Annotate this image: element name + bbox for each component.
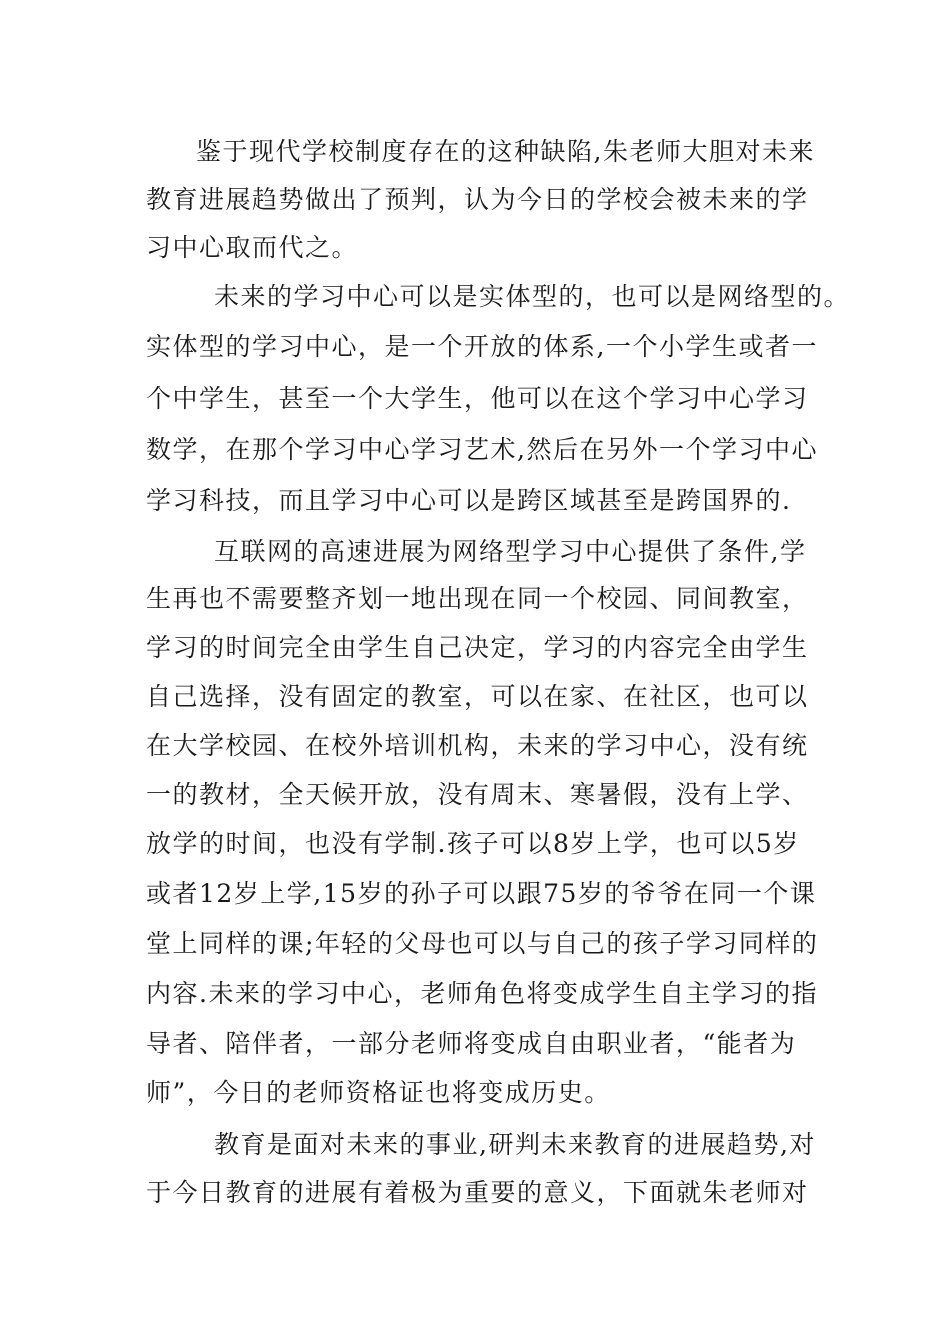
paragraph-3-line-5: 在大学校园、在校外培训机构，未来的学习中心，没有统 bbox=[146, 731, 809, 760]
paragraph-2-line-5: 学习科技，而且学习中心可以是跨区域甚至是跨国界的. bbox=[146, 486, 792, 515]
paragraph-1-line-2: 教育进展趋势做出了预判，认为今日的学校会被未来的学 bbox=[146, 185, 809, 214]
paragraph-1-line-1: 鉴于现代学校制度存在的这种缺陷,朱老师大胆对未来 bbox=[196, 137, 815, 166]
paragraph-3-line-10: 内容.未来的学习中心，老师角色将变成学生自主学习的指 bbox=[146, 979, 818, 1008]
paragraph-2-line-4: 数学，在那个学习中心学习艺术,然后在另外一个学习中心 bbox=[146, 435, 818, 464]
paragraph-3-line-6: 一的教材，全天候开放，没有周末、寒暑假，没有上学、 bbox=[146, 780, 809, 809]
paragraph-3-line-8: 或者12岁上学,15岁的孙子可以跟75岁的爷爷在同一个课 bbox=[146, 879, 817, 908]
paragraph-3-line-9: 堂上同样的课;年轻的父母也可以与自己的孩子学习同样的 bbox=[146, 929, 819, 958]
paragraph-3-line-2: 生再也不需要整齐划一地出现在同一个校园、同间教室， bbox=[146, 584, 809, 613]
paragraph-3-line-11: 导者、陪伴者，一部分老师将变成自由职业者，“能者为 bbox=[146, 1029, 797, 1058]
paragraph-2-line-2: 实体型的学习中心，是一个开放的体系,一个小学生或者一 bbox=[146, 332, 818, 361]
paragraph-3-line-4: 自己选择，没有固定的教室，可以在家、在社区，也可以 bbox=[146, 682, 809, 711]
paragraph-3-line-1: 互联网的高速进展为网络型学习中心提供了条件,学 bbox=[214, 537, 807, 566]
paragraph-1-line-3: 习中心取而代之。 bbox=[146, 233, 359, 262]
paragraph-4-line-2: 于今日教育的进展有着极为重要的意义，下面就朱老师对 bbox=[146, 1178, 809, 1207]
paragraph-4-line-1: 教育是面对未来的事业,研判未来教育的进展趋势,对 bbox=[214, 1130, 816, 1159]
paragraph-3-line-3: 学习的时间完全由学生自己决定，学习的内容完全由学生 bbox=[146, 633, 809, 662]
paragraph-2-line-3: 个中学生，甚至一个大学生，他可以在这个学习中心学习 bbox=[146, 384, 809, 413]
paragraph-2-line-1: 未来的学习中心可以是实体型的，也可以是网络型的。 bbox=[214, 282, 851, 311]
paragraph-3-line-7: 放学的时间，也没有学制.孩子可以8岁上学，也可以5岁 bbox=[146, 829, 800, 858]
paragraph-3-line-12: 师”，今日的老师资格证也将变成历史。 bbox=[146, 1078, 611, 1107]
